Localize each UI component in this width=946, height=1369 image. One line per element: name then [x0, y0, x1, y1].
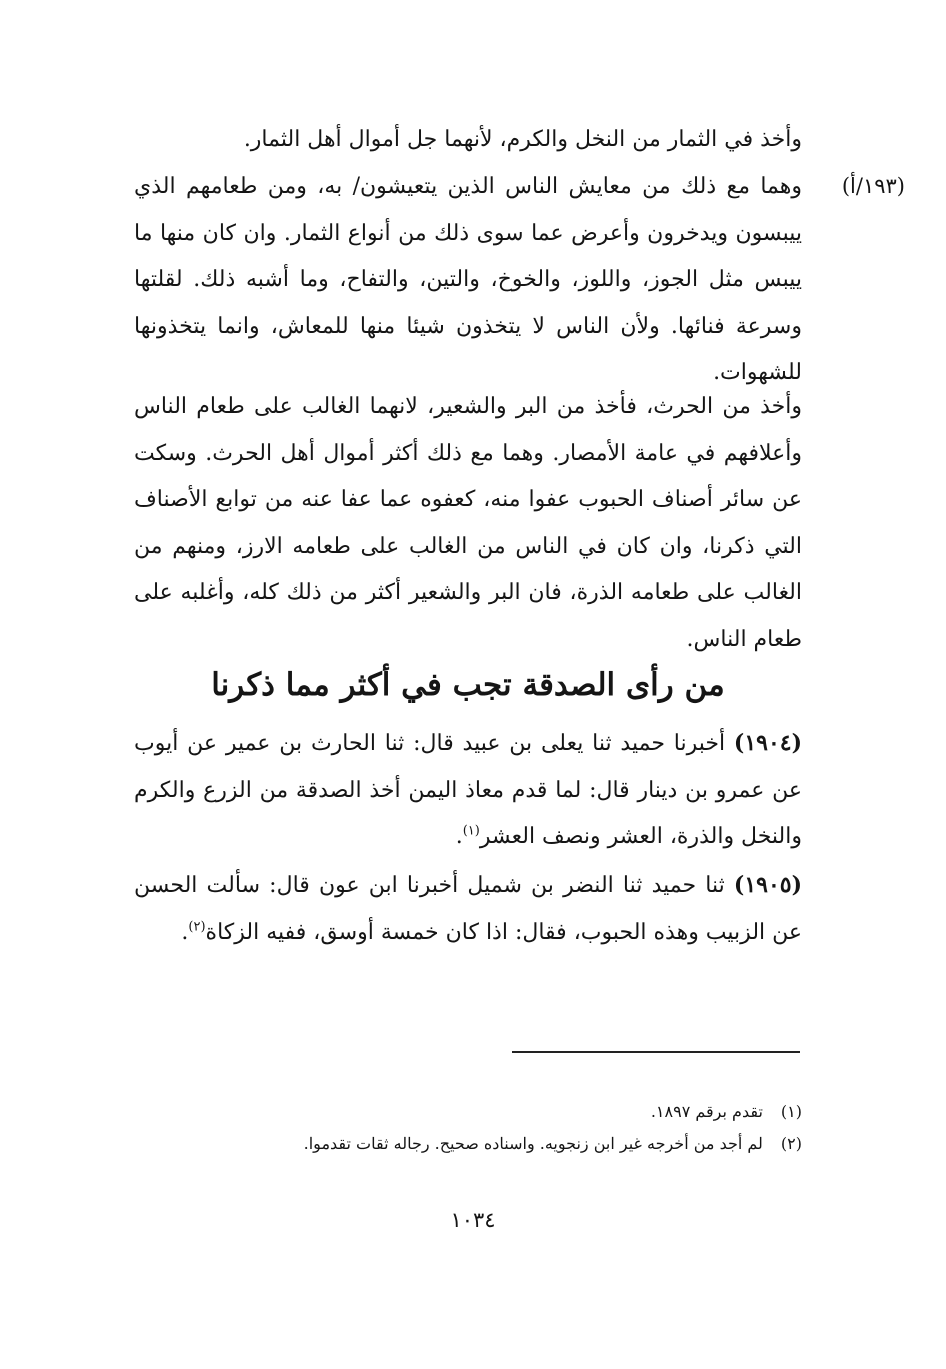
footnote-item — [134, 1128, 802, 1160]
paragraph-text: وأخذ من الحرث، فأخذ من البر والشعير، لانهما الغالب على طعام الناس وأعلافهم في عامة الأمصار. وهما مع ذلك أكثر أموال أهل الحرث. وسكت عن سائر أصناف الحبوب عفوا منه، كعفوه عما عفا عنه من توابع الأصناف التي ذكرنا، وان كان في الناس من الغالب على طعامه الارز، ومنهم من الغالب على طعامه الذرة، فان البر والشعير أكثر من ذلك كله، وأغلبه على طعام الناس. — [134, 394, 803, 652]
footnotes — [134, 1096, 802, 1160]
hadith-text: ثنا حميد ثنا النضر بن شميل أخبرنا ابن عون قال: سألت الحسن عن الزبيب وهذه الحبوب، فقال: اذا كان خمسة أوسق، ففيه الزكاة — [134, 873, 802, 945]
footnote-item — [134, 1096, 802, 1128]
footnote-number: (٢) — [780, 1134, 802, 1153]
footnote-divider — [512, 1051, 800, 1053]
margin-folio-reference: (١٩٣/أ) — [841, 174, 905, 198]
footnote-marker[interactable]: (٢) — [188, 919, 206, 935]
paragraph-fruits — [134, 117, 802, 164]
page-number: ١٠٣٤ — [450, 1208, 496, 1232]
footnote-text: لم أجد من أخرجه غير ابن زنجويه. واسناده صحيح. رجاله ثقات تقدموا. — [303, 1134, 763, 1153]
footnote-text: تقدم برقم ١٨٩٧. — [650, 1102, 763, 1121]
hadith-end: . — [181, 919, 189, 945]
section-heading: من رأى الصدقة تجب في أكثر مما ذكرنا — [211, 667, 725, 703]
footnote-number: (١) — [780, 1102, 802, 1121]
hadith-number: (١٩٠٤) — [733, 730, 802, 756]
hadith-text: أخبرنا حميد ثنا يعلى بن عبيد قال: ثنا الحارث بن عمير عن أيوب عن عمرو بن دينار قال: لما قدم معاذ اليمن أخذ الصدقة من الزرع والكرم والنخل والذرة، العشر ونصف العشر — [134, 731, 802, 850]
hadith-number: (١٩٠٥) — [733, 872, 802, 898]
paragraph-crops — [134, 384, 802, 664]
hadith-end: . — [455, 824, 463, 850]
hadith-1904 — [134, 720, 802, 861]
paragraph-text: وأخذ في الثمار من النخل والكرم، لأنهما جل أموال أهل الثمار. — [243, 127, 802, 152]
paragraph-text: وهما مع ذلك من معايش الناس الذين يتعيشون/ به، ومن طعامهم الذي ييبسون ويدخرون وأعرض عما سوى ذلك من أنواع الثمار. وان كان منها ما ييبس مثل الجوز، واللوز، والخوخ، والتين، والتفاح، وما أشبه ذلك. لقلتها وسرعة فنائها. ولأن الناس لا يتخذون شيئا منها للمعاش، وانما يتخذونها للشهوات. — [134, 174, 802, 386]
footnote-marker[interactable]: (١) — [462, 823, 480, 839]
hadith-1905 — [134, 862, 802, 956]
paragraph-livelihood — [134, 164, 802, 397]
